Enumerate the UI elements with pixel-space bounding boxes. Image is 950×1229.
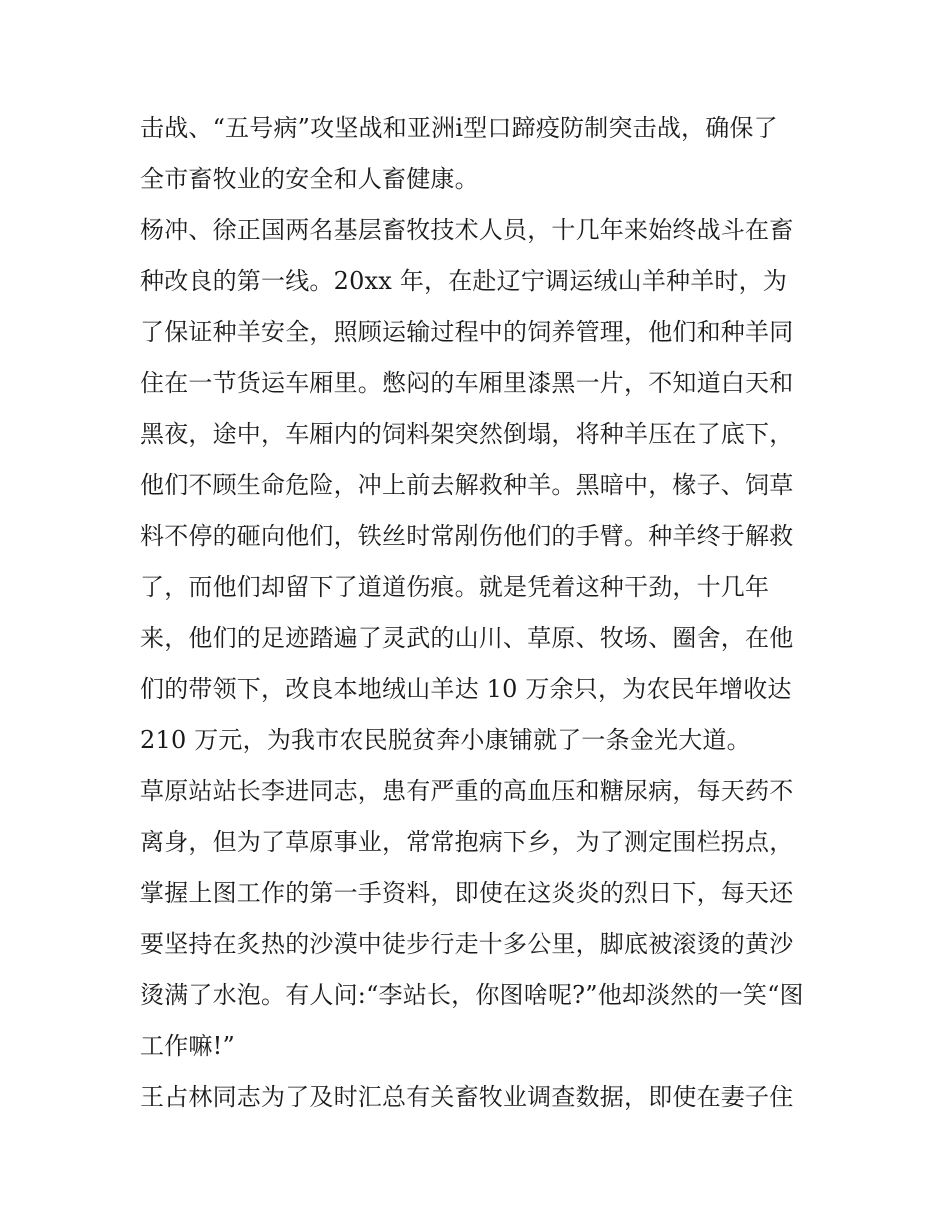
- text-line: 种改良的第一线。20xx 年，在赴辽宁调运绒山羊种羊时，为: [140, 267, 788, 295]
- text-line: 们的带领下，改良本地绒山羊达 10 万余只，为农民年增收达: [140, 675, 792, 703]
- text-line: 他们不顾生命危险，冲上前去解救种羊。黑暗中，椽子、饲草: [140, 471, 794, 499]
- text-line: 草原站站长李进同志，患有严重的高血压和糖尿病，每天药不: [140, 777, 794, 805]
- text-line: 黑夜，途中，车厢内的饲料架突然倒塌，将种羊压在了底下，: [140, 420, 794, 448]
- text-line: 要坚持在炙热的沙漠中徒步行走十多公里，脚底被滚烫的黄沙: [140, 930, 794, 958]
- text-line: 工作嘛!”: [140, 1032, 235, 1060]
- text-line: 烫满了水泡。有人问:“李站长，你图啥呢?”他却淡然的一笑“图: [140, 981, 804, 1009]
- text-line: 杨冲、徐正国两名基层畜牧技术人员，十几年来始终战斗在畜: [140, 216, 794, 244]
- text-line: 了，而他们却留下了道道伤痕。就是凭着这种干劲，十几年: [140, 573, 770, 601]
- text-line: 王占林同志为了及时汇总有关畜牧业调查数据，即使在妻子住: [140, 1083, 794, 1111]
- text-line: 料不停的砸向他们，铁丝时常剐伤他们的手臂。种羊终于解救: [140, 522, 794, 550]
- text-line: 掌握上图工作的第一手资料，即使在这炎炎的烈日下，每天还: [140, 879, 794, 907]
- text-line: 击战、“五号病”攻坚战和亚洲ⅰ型口蹄疫防制突击战，确保了: [140, 114, 778, 142]
- text-line: 了保证种羊安全，照顾运输过程中的饲养管理，他们和种羊同: [140, 318, 794, 346]
- text-line: 全市畜牧业的安全和人畜健康。: [140, 165, 479, 193]
- text-line: 住在一节货运车厢里。憋闷的车厢里漆黑一片，不知道白天和: [140, 369, 794, 397]
- text-line: 210 万元，为我市农民脱贫奔小康铺就了一条金光大道。: [140, 726, 751, 754]
- text-line: 来，他们的足迹踏遍了灵武的山川、草原、牧场、圈舍，在他: [140, 624, 794, 652]
- document-body: [140, 103, 820, 1123]
- text-line: 离身，但为了草原事业，常常抱病下乡，为了测定围栏拐点，: [140, 828, 794, 856]
